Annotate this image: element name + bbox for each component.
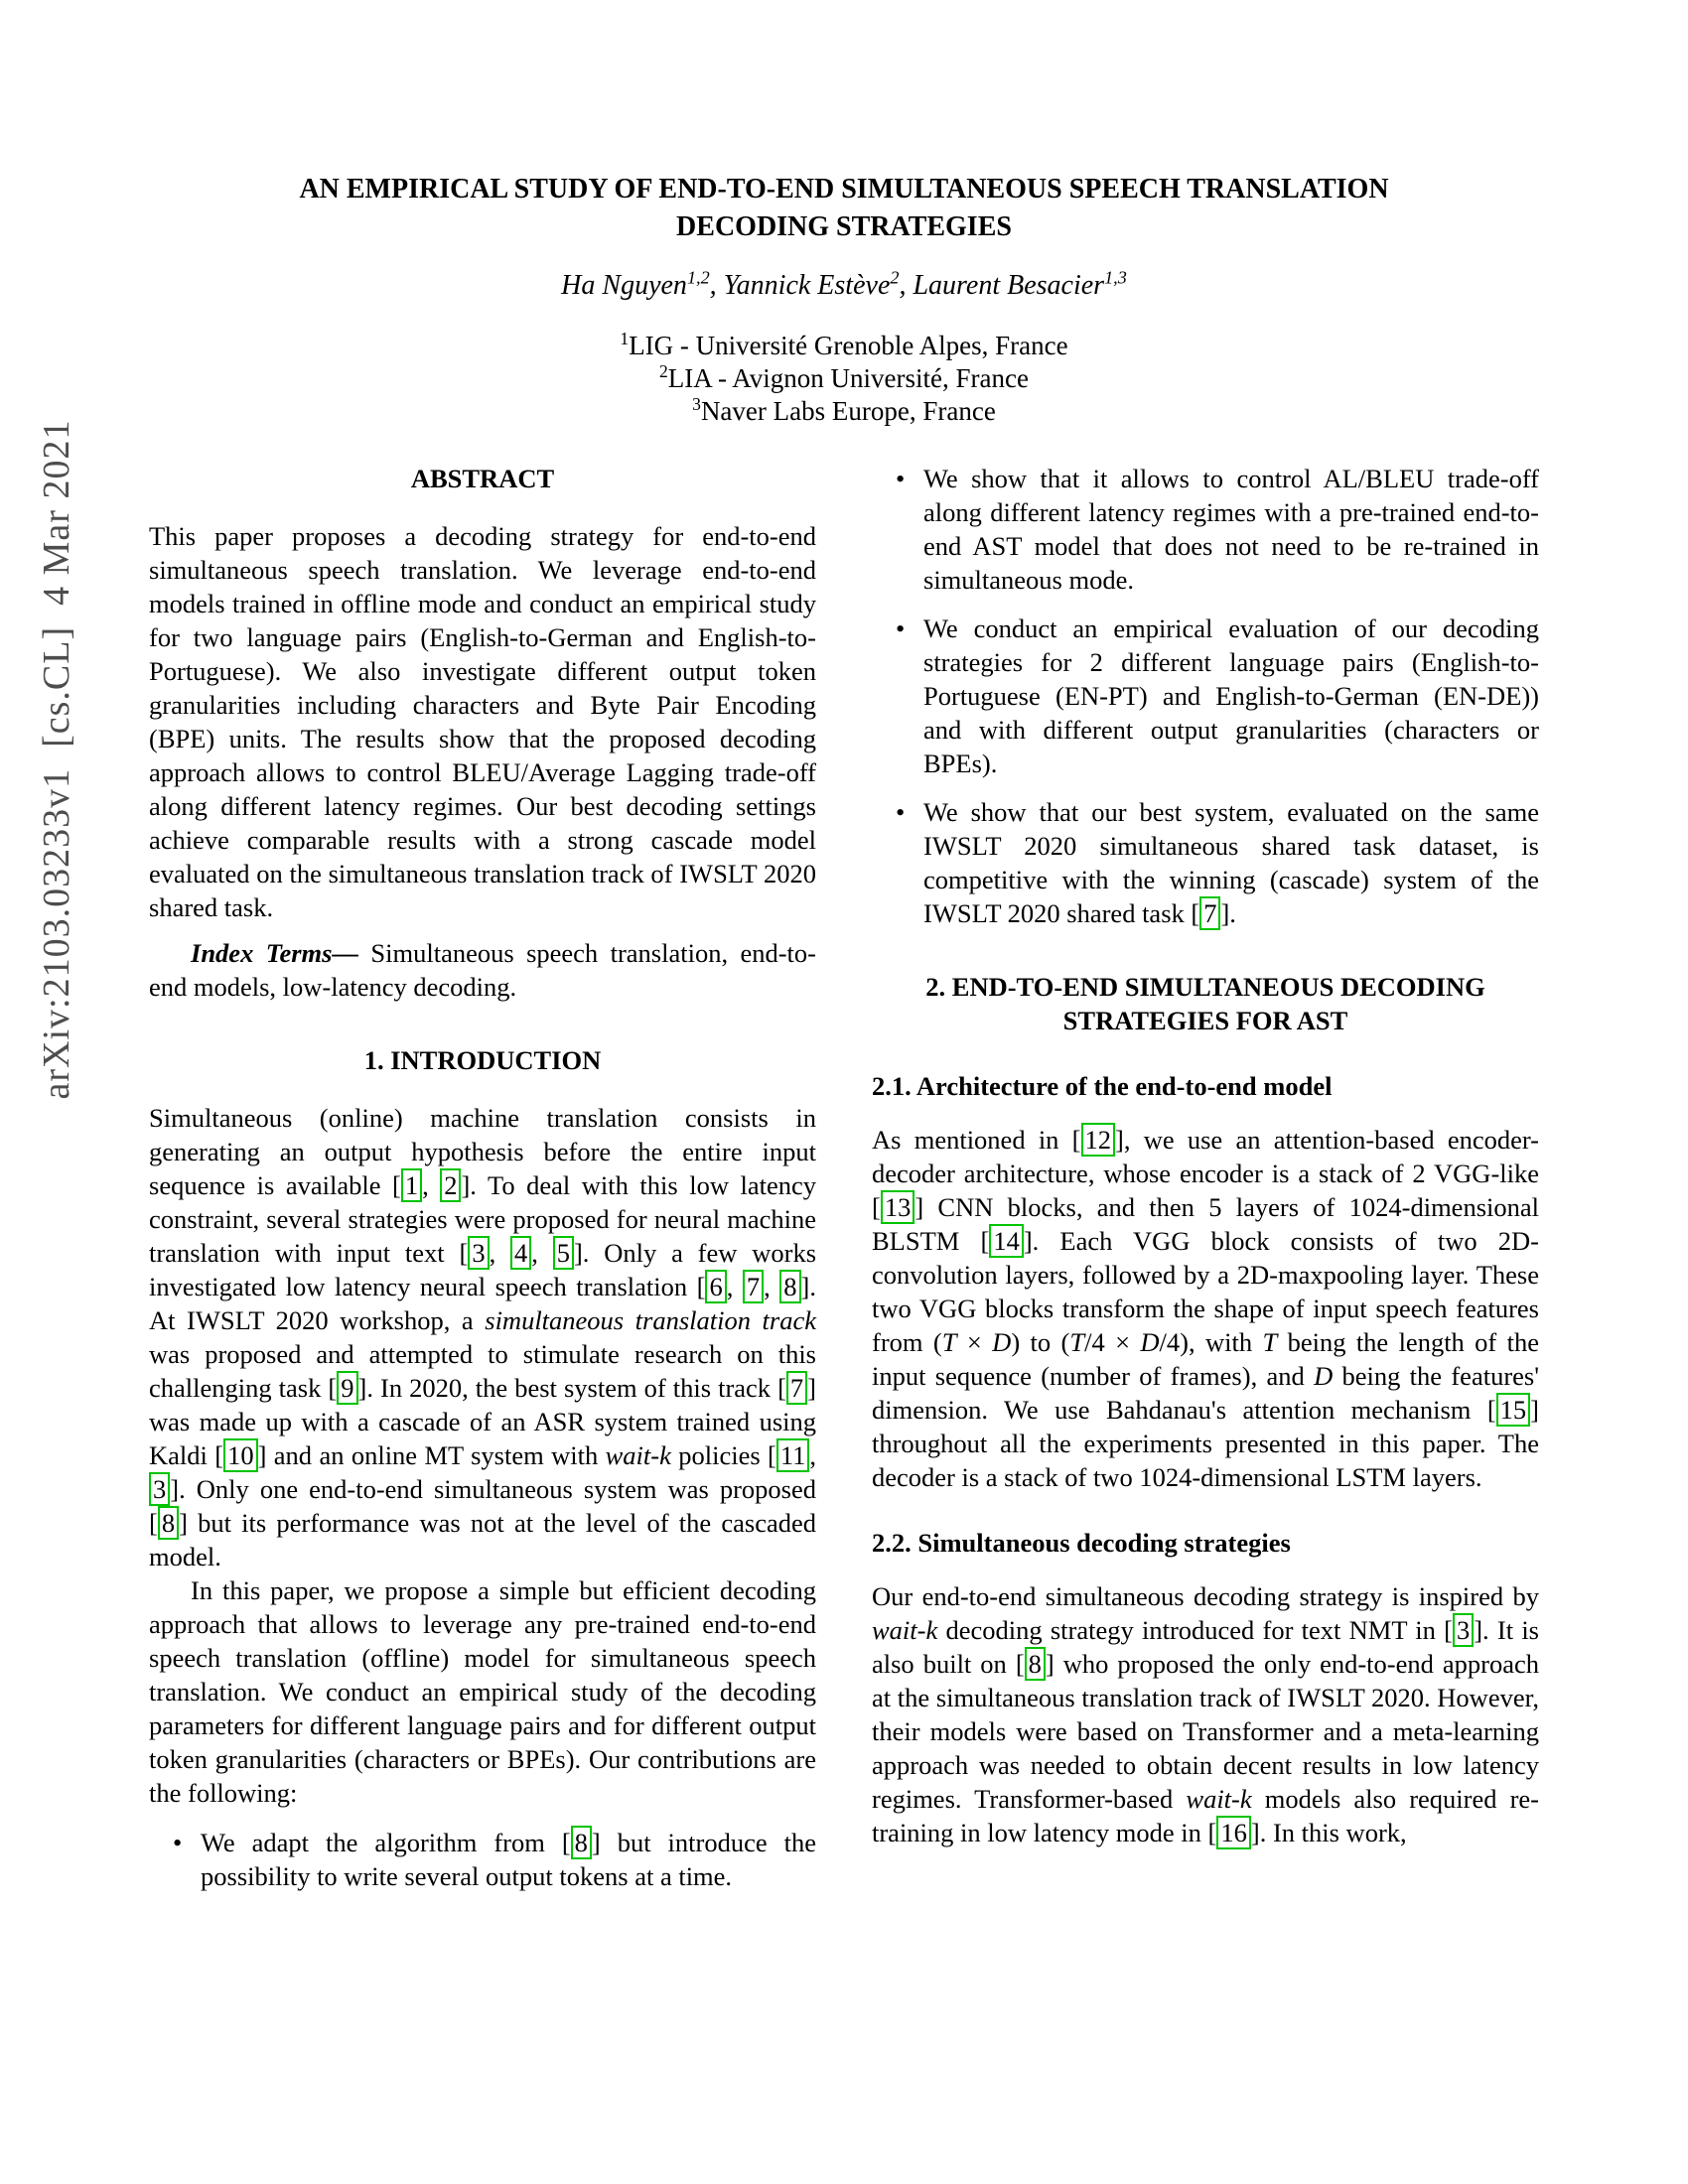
- text-run: decoding strategy introduced for text NMT in [: [937, 1615, 1453, 1645]
- introduction-heading: 1. INTRODUCTION: [363, 1045, 602, 1075]
- text-run: We show that our best system, evaluated on the same IWSLT 2020 simultaneous shared task dataset, is competitive with the winning (cascade) system of the IWSLT 2020 shared task [: [923, 797, 1539, 928]
- section-2-heading-line-1: 2. END-TO-END SIMULTANEOUS DECODING: [925, 972, 1485, 1002]
- intro-paragraph-1: [149, 1101, 816, 1573]
- two-column-body: [149, 462, 1539, 1893]
- text-run: ]. To deal with this low latency constraint, several strategies were proposed for neural machine translation with input text [: [149, 1170, 816, 1268]
- text-run: Our end-to-end simultaneous decoding strategy is inspired by: [872, 1581, 1539, 1611]
- text-run: wait-k: [1186, 1784, 1252, 1814]
- text-run: D: [992, 1327, 1012, 1357]
- text-run: being the features' dimension. We use Bahdanau's attention mechanism [: [872, 1361, 1539, 1425]
- contribution-list-left: [149, 1826, 816, 1893]
- contribution-list-right: [872, 462, 1539, 930]
- section-2-heading-line-2: STRATEGIES FOR AST: [1062, 1006, 1348, 1035]
- text-run: T: [1262, 1327, 1278, 1357]
- affiliation-1: [0, 330, 1688, 362]
- citation-link[interactable]: 14: [989, 1224, 1024, 1258]
- citation-link[interactable]: 9: [337, 1371, 357, 1405]
- text-run: 3: [692, 394, 701, 414]
- intro-paragraph-2: [149, 1573, 816, 1810]
- text-run: ] was made up with a cascade of an ASR system trained using Kaldi [: [149, 1373, 816, 1470]
- citation-link[interactable]: 13: [881, 1190, 915, 1224]
- text-run: ,: [422, 1170, 441, 1200]
- text-run: ] and an online MT system with: [257, 1440, 606, 1470]
- text-run: ]. Each VGG block consists of two 2D-convolution layers, followed by a 2D-maxpooling layer. These two VGG blocks transform the shape of input speech features from (: [872, 1226, 1539, 1357]
- text-run: We conduct an empirical evaluation of our decoding strategies for 2 different language pairs (English-to-Portuguese (EN-PT) and English-to-German (EN-DE)) and with different output granularities (characters or BPEs).: [923, 614, 1539, 778]
- text-run: being the length of the input sequence (number of frames), and: [872, 1327, 1540, 1391]
- text-run: ]. It is also built on [: [872, 1615, 1539, 1679]
- citation-link[interactable]: 3: [468, 1236, 489, 1270]
- text-run: wait-k: [605, 1440, 671, 1470]
- abstract-paragraph: [149, 519, 816, 924]
- citation-link[interactable]: 3: [1453, 1613, 1474, 1647]
- section-2-1-paragraph: [872, 1123, 1539, 1494]
- text-run: ]. In 2020, the best system of this track [: [357, 1373, 786, 1403]
- title-line-2: DECODING STRATEGIES: [676, 211, 1012, 242]
- text-run: ] who proposed the only end-to-end approach at the simultaneous translation track of IWSLT 2020. However, their models were based on Transformer and a meta-learning approach was needed to obtain decent results in low latency regimes. Transformer-based: [872, 1649, 1539, 1814]
- text-run: ,: [489, 1238, 511, 1268]
- text-run: was proposed and attempted to stimulate research on this challenging task [: [149, 1339, 816, 1403]
- citation-link[interactable]: 5: [553, 1236, 574, 1270]
- text-run: We adapt the algorithm from [: [201, 1828, 571, 1857]
- text-run: ,: [726, 1272, 743, 1301]
- citation-link[interactable]: 11: [776, 1438, 810, 1472]
- section-2-heading: [872, 970, 1539, 1037]
- section-2-2-heading: 2.2. Simultaneous decoding strategies: [872, 1528, 1291, 1558]
- citation-link[interactable]: 1: [401, 1168, 422, 1202]
- index-terms-paragraph: [149, 936, 816, 1004]
- text-run: T: [941, 1327, 957, 1357]
- citation-link[interactable]: 6: [705, 1270, 726, 1303]
- text-run: D: [1140, 1327, 1160, 1357]
- text-run: ], we use an attention-based encoder-decoder architecture, whose encoder is a stack of 2 VGG-like [: [872, 1125, 1540, 1222]
- author-line: [0, 268, 1688, 304]
- citation-link[interactable]: 7: [786, 1371, 807, 1405]
- text-run: , Yannick Estève: [709, 270, 891, 301]
- section-2-2-paragraph: [872, 1579, 1539, 1849]
- citation-link[interactable]: 8: [571, 1826, 592, 1859]
- arxiv-stamp: arXiv:2103.03233v1 [cs.CL] 4 Mar 2021: [36, 419, 77, 1100]
- text-run: Simultaneous (online) machine translation consists in generating an output hypothesis before the entire input sequence is available [: [149, 1103, 816, 1200]
- paper-header: [0, 0, 1688, 428]
- right-column: [872, 462, 1539, 1893]
- text-run: /4 ×: [1084, 1327, 1141, 1357]
- text-run: This paper proposes a decoding strategy for end-to-end simultaneous speech translation. We leverage end-to-end models trained in offline mode and conduct an empirical study for two language pairs (English-to-German and English-to-Portuguese). We also investigate different output token granularities including characters and Byte Pair Encoding (BPE) units. The results show that the proposed decoding approach allows to control BLEU/Average Lagging trade-off along different latency regimes. Our best decoding settings achieve comparable results with a strong cascade model evaluated on the simultaneous translation track of IWSLT 2020 shared task.: [149, 521, 816, 922]
- text-run: ].: [1220, 898, 1236, 928]
- text-run: policies [: [670, 1440, 776, 1470]
- text-run: ,: [531, 1238, 553, 1268]
- text-run: ] throughout all the experiments presented in this paper. The decoder is a stack of two 1024-dimensional LSTM layers.: [872, 1395, 1539, 1492]
- text-run: Index Terms—: [191, 938, 371, 968]
- citation-link[interactable]: 8: [158, 1506, 179, 1540]
- citation-link[interactable]: 7: [743, 1270, 764, 1303]
- text-run: /4), with: [1159, 1327, 1263, 1357]
- contribution-bullet-2: [872, 462, 1539, 597]
- text-run: ]. Only one end-to-end simultaneous system was proposed [: [149, 1474, 816, 1538]
- text-run: 1: [620, 329, 630, 348]
- contribution-bullet-4: [872, 795, 1539, 930]
- text-run: wait-k: [872, 1615, 938, 1645]
- text-run: ]. Only a few works investigated low latency neural speech translation [: [149, 1238, 817, 1301]
- affiliation-3: [0, 395, 1688, 428]
- text-run: ] but its performance was not at the level of the cascaded model.: [149, 1508, 816, 1571]
- text-run: Ha Nguyen: [561, 270, 687, 301]
- text-run: 2: [659, 361, 668, 381]
- text-run: D: [1314, 1361, 1334, 1391]
- text-run: As mentioned in [: [872, 1125, 1081, 1155]
- citation-link[interactable]: 12: [1081, 1123, 1116, 1157]
- citation-link[interactable]: 3: [149, 1472, 170, 1506]
- text-run: ) to (: [1011, 1327, 1070, 1357]
- paper-title: [0, 171, 1688, 246]
- text-run: T: [1069, 1327, 1085, 1357]
- text-run: We show that it allows to control AL/BLEU trade-off along different latency regimes with a pre-trained end-to-end AST model that does not need to be re-trained in simultaneous mode.: [923, 464, 1539, 595]
- citation-link[interactable]: 8: [779, 1270, 800, 1303]
- citation-link[interactable]: 7: [1199, 896, 1220, 930]
- section-2-1-heading: 2.1. Architecture of the end-to-end model: [872, 1071, 1333, 1101]
- text-run: Simultaneous speech translation, end-to-end models, low-latency decoding.: [149, 938, 816, 1002]
- contribution-bullet-1: [149, 1826, 816, 1893]
- left-column: [149, 462, 816, 1893]
- contribution-bullet-3: [872, 612, 1539, 780]
- text-run: Naver Labs Europe, France: [700, 396, 996, 426]
- text-run: 1,2: [686, 267, 710, 288]
- text-run: models also required re-training in low latency mode in [: [872, 1784, 1540, 1847]
- citation-link[interactable]: 4: [510, 1236, 531, 1270]
- affiliations: [0, 330, 1688, 428]
- text-run: ,: [764, 1272, 780, 1301]
- text-run: In this paper, we propose a simple but efficient decoding approach that allows to leverage any pre-trained end-to-end speech translation (offline) model for simultaneous speech translation. We conduct an empirical study of the decoding parameters for different language pairs and for different output token granularities (characters or BPEs). Our contributions are the following:: [149, 1575, 816, 1808]
- text-run: , Laurent Besacier: [899, 270, 1105, 301]
- text-run: LIG - Université Grenoble Alpes, France: [629, 331, 1068, 360]
- text-run: ,: [809, 1440, 817, 1470]
- abstract-heading: ABSTRACT: [410, 464, 555, 493]
- text-run: ] but introduce the possibility to write several output tokens at a time.: [201, 1828, 816, 1891]
- citation-link[interactable]: 10: [223, 1438, 258, 1472]
- text-run: simultaneous translation track: [485, 1305, 817, 1335]
- title-line-1: AN EMPIRICAL STUDY OF END-TO-END SIMULTANEOUS SPEECH TRANSLATION: [299, 174, 1389, 205]
- affiliation-2: [0, 362, 1688, 395]
- citation-link[interactable]: 2: [440, 1168, 461, 1202]
- text-run: ]. At IWSLT 2020 workshop, a: [149, 1272, 816, 1335]
- text-run: 2: [890, 267, 900, 288]
- text-run: 1,3: [1104, 267, 1127, 288]
- text-run: ×: [956, 1327, 993, 1357]
- citation-link[interactable]: 8: [1025, 1647, 1046, 1681]
- citation-link[interactable]: 16: [1216, 1816, 1251, 1849]
- citation-link[interactable]: 15: [1496, 1393, 1531, 1427]
- text-run: ] CNN blocks, and then 5 layers of 1024-dimensional BLSTM [: [872, 1192, 1539, 1256]
- text-run: ]. In this work,: [1250, 1818, 1407, 1847]
- text-run: LIA - Avignon Université, France: [667, 363, 1029, 393]
